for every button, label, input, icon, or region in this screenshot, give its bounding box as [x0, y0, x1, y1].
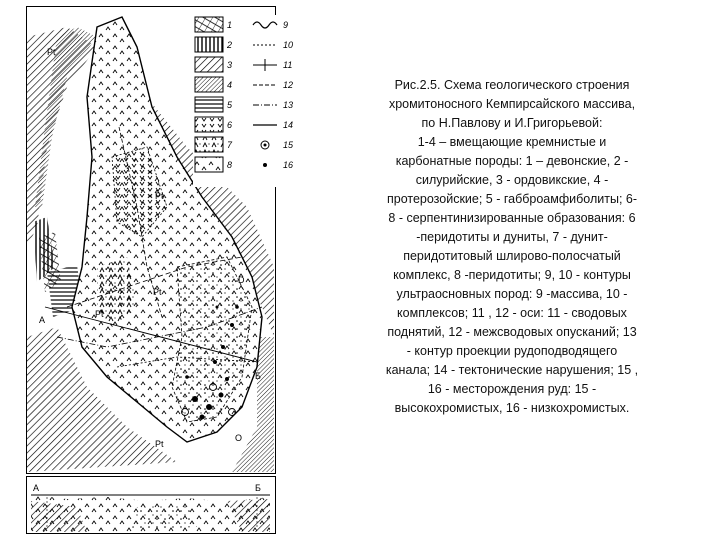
caption-line: канала; 14 - тектонические нарушения; 15 ,	[385, 363, 639, 377]
caption-line: поднятий, 12 - межсводовых опусканий; 13	[387, 325, 637, 339]
caption-line: высокохромистых, 16 - низкохромистых.	[394, 401, 630, 415]
map-label-pt-left: Pt	[95, 309, 104, 319]
caption-line: по Н.Павлову и И.Григорьевой:	[421, 116, 603, 130]
caption-line: перидотитовый шлирово-полосчатый	[403, 249, 621, 263]
caption-line: 16 - месторождения руд: 15 -	[427, 382, 597, 396]
profile-label-b: Б	[255, 483, 261, 493]
map-label-b: Б	[255, 371, 261, 381]
legend-num-4: 4	[227, 80, 233, 90]
legend-num-5: 5	[227, 100, 233, 110]
legend-num-16: 16	[283, 160, 294, 170]
map-label-pt-mid: Pt	[155, 191, 164, 201]
figure-caption	[326, 76, 698, 418]
legend-num-2: 2	[227, 40, 233, 50]
caption-line: комплексов; 11 , 12 - оси: 11 - сводовых	[397, 306, 627, 320]
legend-num-12: 12	[283, 80, 294, 90]
legend-num-1: 1	[227, 20, 233, 30]
legend-num-3: 3	[227, 60, 233, 70]
legend-num-15: 15	[283, 140, 294, 150]
caption-line: 1-4 – вмещающие кремнистые и	[417, 135, 607, 149]
cross-section-profile	[26, 476, 276, 534]
legend-num-7: 7	[227, 140, 233, 150]
map-label-pt-top: Pt	[47, 47, 56, 57]
caption-line: - контур проекции рудоподводящего	[406, 344, 618, 358]
caption-line: силурийские, 3 - ордовикские, 4 -	[415, 173, 609, 187]
map-label-d: D	[238, 275, 245, 285]
map-label-a: А	[39, 315, 46, 325]
legend-num-9: 9	[283, 20, 289, 30]
caption-line: хромитоносного Кемпирсайского массива,	[388, 97, 636, 111]
legend-num-13: 13	[283, 100, 294, 110]
caption-line: -перидотиты и дуниты, 7 - дунит-	[416, 230, 608, 244]
legend-num-8: 8	[227, 160, 233, 170]
legend-num-14: 14	[283, 120, 294, 130]
map-label-pt-bottom: Pt	[155, 439, 164, 449]
caption-line: комплекс, 8 -перидотиты; 9, 10 - контуры	[393, 268, 631, 282]
legend-num-11: 11	[283, 60, 293, 70]
legend-num-6: 6	[227, 120, 233, 130]
map-label-o: O	[235, 433, 243, 443]
cross-section-drawing	[27, 477, 274, 532]
caption-line: ультраосновных пород: 9 -массива, 10 -	[396, 287, 628, 301]
legend-num-10: 10	[283, 40, 294, 50]
geological-map	[26, 6, 294, 474]
caption-line: 8 - серпентинизированные образования: 6	[388, 211, 636, 225]
caption-line: Рис.2.5. Схема геологического строения	[394, 78, 630, 92]
caption-line: протерозойские; 5 - габброамфиболиты; 6-	[386, 192, 638, 206]
map-label-pt-center: Pt	[153, 287, 162, 297]
caption-line: карбонатные породы: 1 – девонские, 2 -	[395, 154, 629, 168]
profile-label-a: А	[33, 483, 40, 493]
map-legend	[193, 15, 301, 187]
